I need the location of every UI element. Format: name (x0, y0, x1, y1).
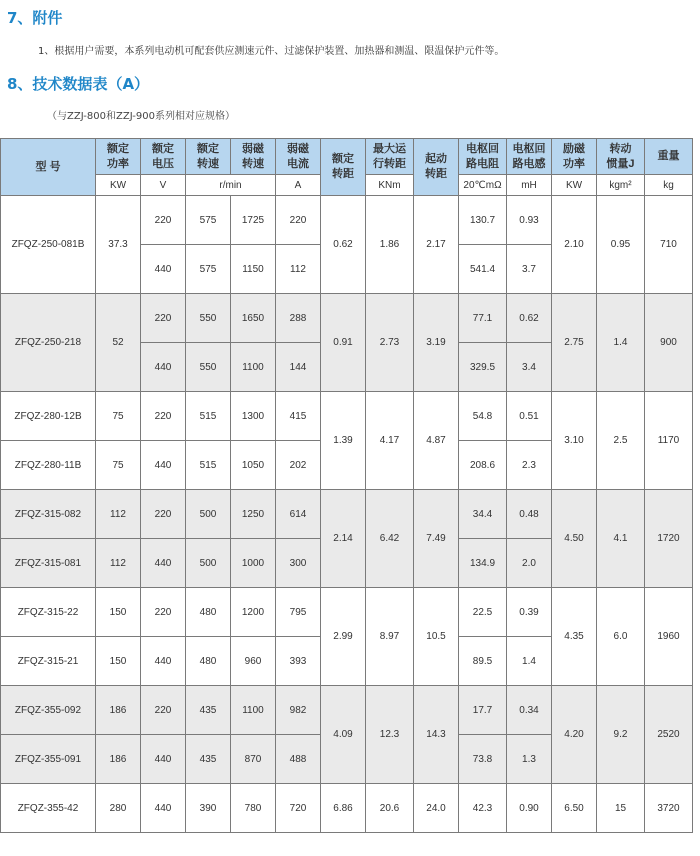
unit-inductance: mH (507, 175, 552, 196)
unit-max-torque: KNm (366, 175, 414, 196)
cell-speed: 550 (186, 294, 231, 343)
cell-power: 186 (96, 686, 141, 735)
header-weak-current: 弱磁 电流 (276, 139, 321, 175)
cell-voltage: 220 (141, 392, 186, 441)
cell-power: 150 (96, 588, 141, 637)
cell-voltage: 220 (141, 588, 186, 637)
cell-voltage: 220 (141, 196, 186, 245)
cell-start-torque: 7.49 (414, 490, 459, 588)
cell-torque: 1.39 (321, 392, 366, 490)
cell-weak-speed: 1250 (231, 490, 276, 539)
cell-resistance: 130.7 (459, 196, 507, 245)
cell-voltage: 440 (141, 245, 186, 294)
cell-model: ZFQZ-315-081 (1, 539, 96, 588)
cell-torque: 4.09 (321, 686, 366, 784)
cell-weak-current: 488 (276, 735, 321, 784)
header-max-torque: 最大运 行转距 (366, 139, 414, 175)
header-weight: 重量 (645, 139, 693, 175)
cell-resistance: 89.5 (459, 637, 507, 686)
cell-resistance: 208.6 (459, 441, 507, 490)
cell-resistance: 54.8 (459, 392, 507, 441)
cell-excitation: 6.50 (552, 784, 597, 833)
table-row (1, 784, 693, 833)
cell-speed: 500 (186, 490, 231, 539)
cell-weak-current: 982 (276, 686, 321, 735)
cell-weak-speed: 960 (231, 637, 276, 686)
cell-weak-speed: 1725 (231, 196, 276, 245)
cell-weak-speed: 780 (231, 784, 276, 833)
header-inertia: 转动 惯量J (597, 139, 645, 175)
cell-torque: 2.14 (321, 490, 366, 588)
unit-power: KW (96, 175, 141, 196)
cell-speed: 515 (186, 441, 231, 490)
header-voltage: 额定 电压 (141, 139, 186, 175)
cell-inductance: 0.93 (507, 196, 552, 245)
cell-excitation: 4.50 (552, 490, 597, 588)
cell-torque: 0.91 (321, 294, 366, 392)
model-group (1, 686, 693, 784)
cell-max-torque: 6.42 (366, 490, 414, 588)
cell-voltage: 440 (141, 539, 186, 588)
cell-voltage: 440 (141, 441, 186, 490)
cell-inductance: 3.4 (507, 343, 552, 392)
unit-resistance: 20℃mΩ (459, 175, 507, 196)
cell-torque: 0.62 (321, 196, 366, 294)
table-row (1, 196, 693, 245)
cell-speed: 480 (186, 637, 231, 686)
table-row (1, 490, 693, 539)
header-power: 额定 功率 (96, 139, 141, 175)
cell-model: ZFQZ-355-42 (1, 784, 96, 833)
cell-resistance: 22.5 (459, 588, 507, 637)
cell-voltage: 220 (141, 686, 186, 735)
cell-excitation: 3.10 (552, 392, 597, 490)
cell-weak-current: 614 (276, 490, 321, 539)
cell-power: 75 (96, 441, 141, 490)
cell-speed: 575 (186, 196, 231, 245)
cell-weak-current: 112 (276, 245, 321, 294)
cell-weak-speed: 870 (231, 735, 276, 784)
cell-weak-speed: 1300 (231, 392, 276, 441)
cell-speed: 435 (186, 686, 231, 735)
cell-start-torque: 14.3 (414, 686, 459, 784)
cell-model: ZFQZ-355-091 (1, 735, 96, 784)
cell-speed: 435 (186, 735, 231, 784)
unit-excitation: KW (552, 175, 597, 196)
cell-voltage: 440 (141, 637, 186, 686)
cell-inertia: 0.95 (597, 196, 645, 294)
header-model: 型 号 (1, 139, 96, 196)
model-group (1, 294, 693, 392)
cell-inertia: 1.4 (597, 294, 645, 392)
cell-weak-current: 220 (276, 196, 321, 245)
cell-weak-current: 288 (276, 294, 321, 343)
model-group (1, 588, 693, 686)
table-row (1, 294, 693, 343)
cell-weak-current: 795 (276, 588, 321, 637)
cell-max-torque: 4.17 (366, 392, 414, 490)
cell-resistance: 17.7 (459, 686, 507, 735)
cell-start-torque: 24.0 (414, 784, 459, 833)
cell-weak-speed: 1100 (231, 686, 276, 735)
cell-power: 112 (96, 539, 141, 588)
section-7-note: 1、根据用户需要，本系列电动机可配套供应测速元件、过滤保护装置、加热器和测温、限温保护元件等。 (38, 46, 505, 57)
cell-weak-speed: 1200 (231, 588, 276, 637)
cell-torque: 2.99 (321, 588, 366, 686)
cell-inductance: 0.90 (507, 784, 552, 833)
cell-weight: 1960 (645, 588, 693, 686)
header-speed: 额定 转速 (186, 139, 231, 175)
cell-weight: 1170 (645, 392, 693, 490)
cell-speed: 390 (186, 784, 231, 833)
cell-resistance: 77.1 (459, 294, 507, 343)
cell-weak-speed: 1100 (231, 343, 276, 392)
cell-torque: 6.86 (321, 784, 366, 833)
table-row (1, 588, 693, 637)
cell-weak-current: 415 (276, 392, 321, 441)
cell-model: ZFQZ-315-082 (1, 490, 96, 539)
cell-voltage: 220 (141, 490, 186, 539)
cell-voltage: 440 (141, 735, 186, 784)
unit-weak-current: A (276, 175, 321, 196)
cell-weak-speed: 1000 (231, 539, 276, 588)
cell-excitation: 2.10 (552, 196, 597, 294)
cell-inductance: 0.39 (507, 588, 552, 637)
cell-start-torque: 3.19 (414, 294, 459, 392)
cell-start-torque: 10.5 (414, 588, 459, 686)
cell-weak-current: 202 (276, 441, 321, 490)
cell-max-torque: 8.97 (366, 588, 414, 686)
cell-start-torque: 4.87 (414, 392, 459, 490)
cell-power: 75 (96, 392, 141, 441)
model-group (1, 196, 693, 294)
technical-data-table (0, 138, 693, 833)
cell-inertia: 4.1 (597, 490, 645, 588)
cell-weight: 3720 (645, 784, 693, 833)
header-weak-speed: 弱磁 转速 (231, 139, 276, 175)
cell-model: ZFQZ-315-21 (1, 637, 96, 686)
cell-inertia: 2.5 (597, 392, 645, 490)
header-inductance: 电枢回 路电感 (507, 139, 552, 175)
cell-weight: 900 (645, 294, 693, 392)
model-group (1, 392, 693, 490)
cell-power: 37.3 (96, 196, 141, 294)
cell-model: ZFQZ-315-22 (1, 588, 96, 637)
cell-max-torque: 2.73 (366, 294, 414, 392)
cell-model: ZFQZ-250-218 (1, 294, 96, 392)
cell-weight: 710 (645, 196, 693, 294)
cell-inductance: 3.7 (507, 245, 552, 294)
cell-inductance: 0.34 (507, 686, 552, 735)
unit-speed: r/min (186, 175, 276, 196)
header-torque: 额定 转距 (321, 139, 366, 196)
cell-resistance: 73.8 (459, 735, 507, 784)
cell-weak-speed: 1150 (231, 245, 276, 294)
cell-resistance: 541.4 (459, 245, 507, 294)
header-start-torque: 起动 转距 (414, 139, 459, 196)
cell-speed: 550 (186, 343, 231, 392)
cell-speed: 515 (186, 392, 231, 441)
cell-weak-current: 393 (276, 637, 321, 686)
cell-speed: 480 (186, 588, 231, 637)
cell-resistance: 134.9 (459, 539, 507, 588)
cell-voltage: 220 (141, 294, 186, 343)
cell-weak-current: 144 (276, 343, 321, 392)
cell-inductance: 0.62 (507, 294, 552, 343)
cell-model: ZFQZ-280-11B (1, 441, 96, 490)
model-group (1, 490, 693, 588)
cell-weak-speed: 1650 (231, 294, 276, 343)
cell-inductance: 0.48 (507, 490, 552, 539)
cell-max-torque: 1.86 (366, 196, 414, 294)
cell-speed: 500 (186, 539, 231, 588)
unit-inertia: kgm² (597, 175, 645, 196)
cell-weak-current: 300 (276, 539, 321, 588)
cell-max-torque: 20.6 (366, 784, 414, 833)
cell-start-torque: 2.17 (414, 196, 459, 294)
header-resistance: 电枢回 路电阻 (459, 139, 507, 175)
cell-weight: 2520 (645, 686, 693, 784)
cell-voltage: 440 (141, 784, 186, 833)
table-row (1, 392, 693, 441)
cell-weak-current: 720 (276, 784, 321, 833)
cell-excitation: 4.35 (552, 588, 597, 686)
cell-inertia: 6.0 (597, 588, 645, 686)
unit-voltage: V (141, 175, 186, 196)
cell-resistance: 329.5 (459, 343, 507, 392)
cell-inductance: 1.4 (507, 637, 552, 686)
cell-inertia: 9.2 (597, 686, 645, 784)
cell-power: 52 (96, 294, 141, 392)
cell-power: 150 (96, 637, 141, 686)
cell-voltage: 440 (141, 343, 186, 392)
cell-weight: 1720 (645, 490, 693, 588)
cell-power: 280 (96, 784, 141, 833)
cell-excitation: 2.75 (552, 294, 597, 392)
section-8-title: 8、技术数据表（A） (7, 75, 150, 93)
cell-max-torque: 12.3 (366, 686, 414, 784)
cell-power: 186 (96, 735, 141, 784)
cell-resistance: 42.3 (459, 784, 507, 833)
cell-speed: 575 (186, 245, 231, 294)
unit-weight: kg (645, 175, 693, 196)
cell-inductance: 2.3 (507, 441, 552, 490)
cell-power: 112 (96, 490, 141, 539)
cell-inductance: 2.0 (507, 539, 552, 588)
cell-excitation: 4.20 (552, 686, 597, 784)
header-excitation: 励磁 功率 (552, 139, 597, 175)
cell-inductance: 1.3 (507, 735, 552, 784)
cell-inertia: 15 (597, 784, 645, 833)
cell-model: ZFQZ-250-081B (1, 196, 96, 294)
section-7-title: 7、附件 (7, 9, 63, 27)
cell-resistance: 34.4 (459, 490, 507, 539)
table-row (1, 686, 693, 735)
cell-model: ZFQZ-280-12B (1, 392, 96, 441)
cell-inductance: 0.51 (507, 392, 552, 441)
section-8-subtitle: （与ZZJ-800和ZZJ-900系列相对应规格） (47, 111, 235, 122)
cell-model: ZFQZ-355-092 (1, 686, 96, 735)
model-group (1, 784, 693, 833)
cell-weak-speed: 1050 (231, 441, 276, 490)
